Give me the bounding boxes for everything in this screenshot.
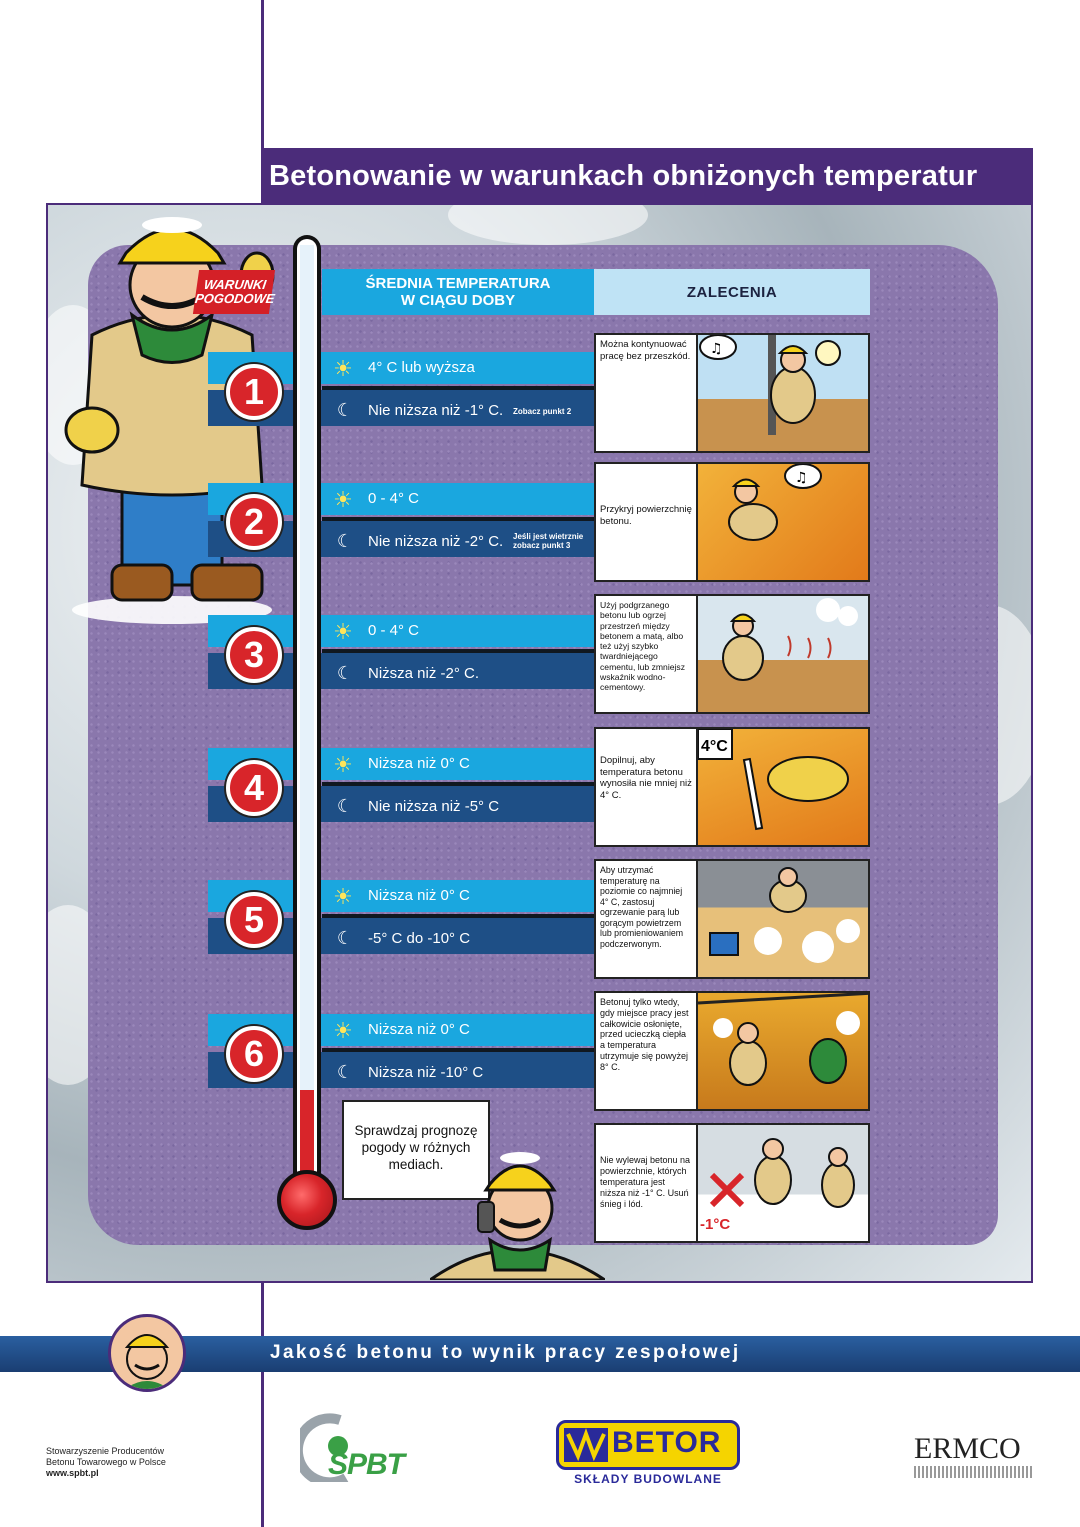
spbt-logo-text: SPBT — [328, 1448, 405, 1481]
advice-illustration-4 — [696, 729, 868, 845]
advice-illustration-2 — [696, 464, 868, 580]
sun-icon: ☀ — [333, 487, 353, 512]
advice-panel-4 — [594, 727, 870, 847]
row-1-number: 1 — [226, 364, 282, 420]
advice-text-3: Użyj podgrzanego betonu lub ogrzej przestrzeń między betonem a matą, albo też użyj szybko twardniejącego cementu, lub zmniejsz wskaźnik wodno-cementowy. — [600, 600, 686, 693]
row-6-day-temp: Niższa niż 0° C — [368, 1021, 470, 1038]
row-1-night-temp: Nie niższa niż -1° C. — [368, 402, 504, 419]
worker-covering-icon — [698, 464, 868, 580]
temperature-header: ŚREDNIA TEMPERATURA W CIĄGU DOBY — [322, 269, 594, 315]
advice-panel-7 — [594, 1123, 870, 1243]
sun-icon: ☀ — [333, 619, 353, 644]
vertical-rule-top — [261, 0, 264, 148]
row-5-number: 5 — [226, 892, 282, 948]
page-title: Betonowanie w warunkach obniżonych temperatur — [269, 160, 978, 192]
thermometer-check-icon — [698, 729, 868, 845]
row-6-number: 6 — [226, 1026, 282, 1082]
steam-heating-icon — [698, 861, 868, 977]
ermco-logo-text: ERMCO — [914, 1432, 1021, 1465]
association-website-link[interactable]: www.spbt.pl — [46, 1468, 99, 1478]
worker-face-icon — [111, 1317, 183, 1389]
row-3-day-temp: 0 - 4° C — [368, 622, 420, 639]
advice-panel-6 — [594, 991, 870, 1111]
thermometer-glass — [300, 245, 314, 1095]
moon-icon: ☾ — [336, 400, 354, 420]
recommendations-header: ZALECENIA — [594, 269, 870, 315]
enclosed-site-icon — [698, 993, 868, 1109]
advice-text-1: Można kontynuować pracę bez przeszkód. — [600, 339, 691, 362]
svg-text:♫: ♫ — [710, 341, 723, 357]
sun-icon: ☀ — [333, 884, 353, 909]
ermco-fine-print — [914, 1466, 1032, 1478]
row-1-day-temp: 4° C lub wyższa — [368, 359, 475, 376]
moon-icon: ☾ — [336, 663, 354, 683]
slogan: Jakość betonu to wynik pracy zespołowej — [270, 1342, 741, 1363]
advice-illustration-3 — [696, 596, 868, 712]
moon-icon: ☾ — [336, 928, 354, 948]
advice-illustration-6 — [696, 993, 868, 1109]
row-4-number: 4 — [226, 760, 282, 816]
row-4-day-temp: Niższa niż 0° C — [368, 755, 470, 772]
advice-illustration-1 — [696, 335, 868, 451]
avatar — [108, 1314, 186, 1392]
advice-panel-5 — [594, 859, 870, 979]
betor-subtitle: SKŁADY BUDOWLANE — [574, 1472, 722, 1486]
row-5-day-temp: Niższa niż 0° C — [368, 887, 470, 904]
advice-text-6: Betonuj tylko wtedy, gdy miejsce pracy jest całkowicie osłonięte, przed ucieczką ciepła a temperatura utrzymuje się powyżej 8° C. — [600, 997, 689, 1072]
advice-illustration-5 — [696, 861, 868, 977]
advice-text-4: Dopilnuj, aby temperatura betonu wynosiła nie mniej niż 4° C. — [600, 755, 692, 801]
four-c-label: 4°C — [701, 738, 728, 755]
vertical-rule-bottom — [261, 1372, 264, 1527]
title-bar — [261, 148, 1033, 205]
moon-icon: ☾ — [336, 1062, 354, 1082]
association-info: Stowarzyszenie Producentów Betonu Towarowego w Polsce www.spbt.pl — [46, 1446, 166, 1478]
snow-removal-icon — [698, 1125, 868, 1241]
minus-one-c-label: -1°C — [700, 1216, 731, 1233]
advice-panel-2 — [594, 462, 870, 582]
row-2-number: 2 — [226, 494, 282, 550]
row-1-note: Zobacz punkt 2 — [513, 407, 572, 416]
frost-decoration — [448, 203, 648, 245]
svg-text:♫: ♫ — [795, 470, 808, 486]
row-3-night-temp: Niższa niż -2° C. — [368, 665, 480, 682]
moon-icon: ☾ — [336, 796, 354, 816]
worker-heating-icon — [698, 596, 868, 712]
sun-icon: ☀ — [333, 752, 353, 777]
worker-phone-illustration — [430, 1140, 605, 1280]
vertical-rule-middle — [261, 1282, 264, 1342]
betor-emblem-icon — [564, 1428, 608, 1462]
row-5-night-temp: -5° C do -10° C — [368, 930, 471, 947]
moon-icon: ☾ — [336, 531, 354, 551]
weather-forecast-speech-bubble: Sprawdzaj prognozę pogody w różnych mediach. — [342, 1100, 490, 1200]
row-4-night-temp: Nie niższa niż -5° C — [368, 798, 500, 815]
weather-conditions-badge: WARUNKI POGODOWE — [193, 270, 275, 314]
sun-icon: ☀ — [333, 1018, 353, 1043]
worker-drilling-icon — [698, 335, 868, 451]
advice-panel-3 — [594, 594, 870, 714]
row-2-night-temp: Nie niższa niż -2° C. — [368, 533, 504, 550]
betor-logo-text: BETOR — [612, 1426, 722, 1459]
row-3-number: 3 — [226, 627, 282, 683]
advice-text-2: Przykryj powierzchnię betonu. — [600, 504, 692, 527]
advice-text-7: Nie wylewaj betonu na powierzchnie, których temperatura jest niższa niż -1° C. Usuń śnieg i lód. — [600, 1155, 691, 1209]
row-2-day-temp: 0 - 4° C — [368, 490, 420, 507]
sun-icon: ☀ — [333, 356, 353, 381]
advice-illustration-7 — [696, 1125, 868, 1241]
row-6-night-temp: Niższa niż -10° C — [368, 1064, 484, 1081]
row-2-note: Jeśli jest wietrznie zobacz punkt 3 — [513, 532, 584, 550]
advice-panel-1 — [594, 333, 870, 453]
thermometer-bulb — [277, 1170, 337, 1230]
advice-text-5: Aby utrzymać temperaturę na poziomie co najmniej 4° C, zastosuj ogrzewanie parą lub gorącym powietrzem lub promieniowaniem podczerwonym. — [600, 865, 684, 949]
